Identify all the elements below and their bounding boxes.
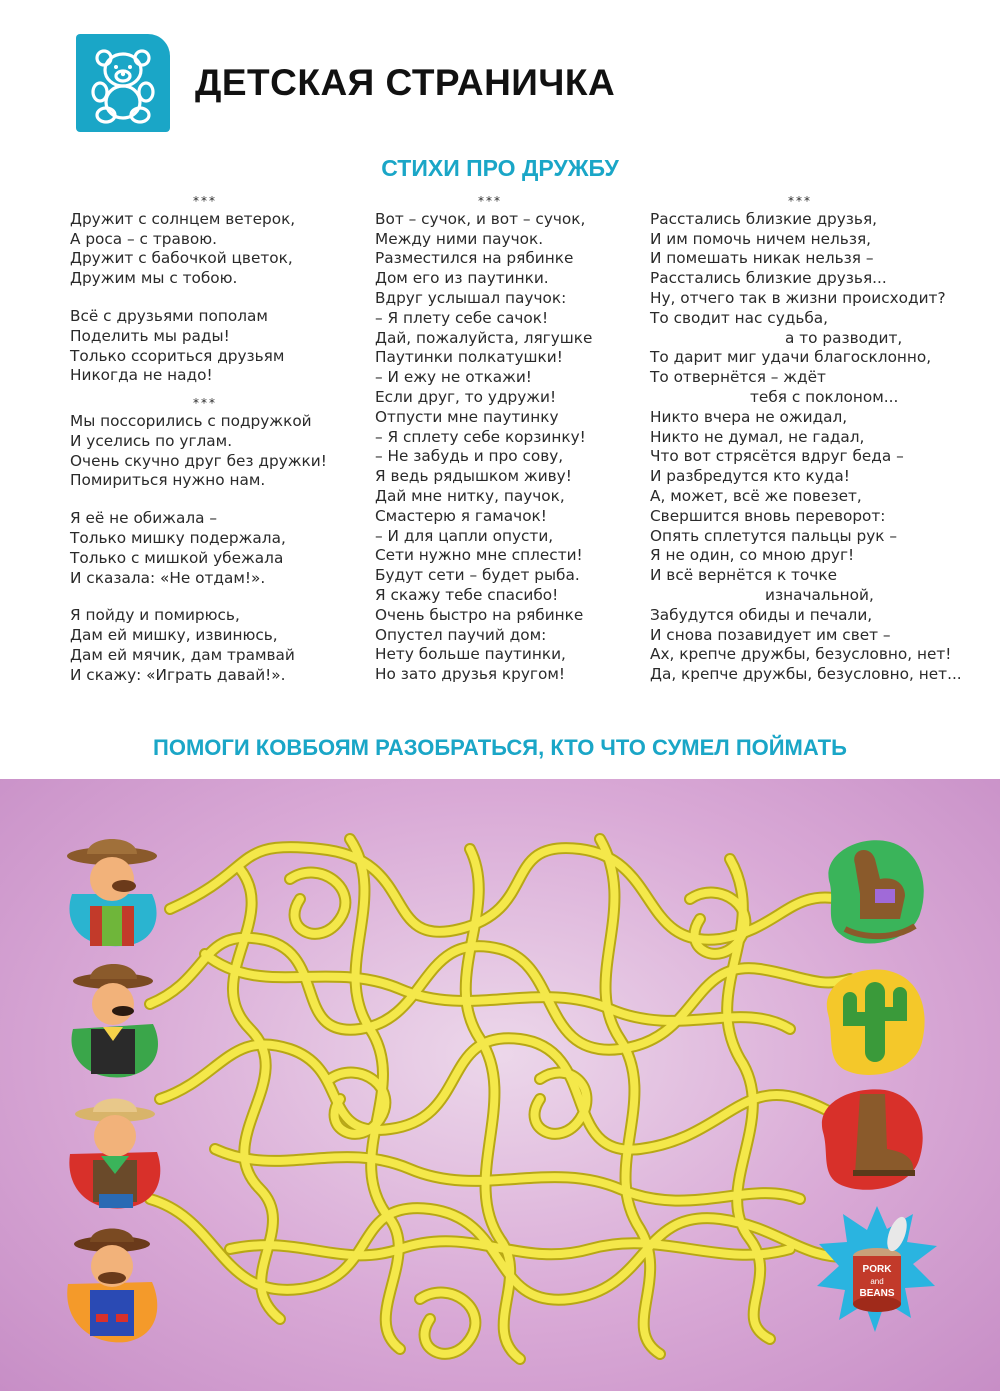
poems-section-title: СТИХИ ПРО ДРУЖБУ (381, 155, 619, 181)
poem-line: Опустел паучий дом: (375, 625, 547, 644)
poem-line: Дружим мы с тобою. (70, 269, 238, 288)
logo-badge (76, 34, 170, 132)
poem-line: Но зато друзья кругом! (375, 665, 565, 684)
poem-line: Отпусти мне паутинку (375, 407, 559, 426)
poem-column-3 (650, 190, 962, 685)
poem-line: Ах, крепче дружбы, безусловно, нет! (650, 645, 952, 664)
poem-line: а то разводит, (785, 328, 903, 347)
poem-line: – Не забудь и про сову, (375, 447, 564, 466)
poem-separator: *** (478, 194, 502, 208)
can-label-beans: BEANS (859, 1288, 895, 1299)
poem-line: То отвернётся – ждёт (650, 368, 826, 387)
cowboy-4 (62, 1224, 172, 1349)
poem-line: И скажу: «Играть давай!». (70, 665, 286, 684)
poem-line: – Я сплету себе корзинку! (375, 427, 586, 446)
poem-line: И сказала: «Не отдам!». (70, 568, 266, 587)
poem-line: И всё вернётся к точке (650, 566, 837, 585)
poem-line: Опять сплетутся пальцы рук – (650, 526, 898, 545)
poem-column-2 (375, 190, 605, 685)
poem-line: Никогда не надо! (70, 366, 213, 385)
bean-can-icon (815, 1204, 940, 1334)
poem-separator: *** (193, 396, 217, 411)
poem-line: Что вот стрясётся вдруг беда – (650, 447, 904, 466)
poem-line: А роса – с травою. (70, 229, 217, 248)
poem-line: А, может, всё же повезет, (650, 486, 862, 505)
poem-line: – И для цапли опусти, (375, 526, 554, 545)
poem-line: Очень скучно друг без дружки! (70, 451, 327, 470)
poem-line: То сводит нас судьба, (650, 308, 829, 327)
poem-line: Мы поссорились с подружкой (70, 411, 312, 430)
poem-line: Разместился на рябинке (375, 249, 574, 268)
maze-puzzle (0, 779, 1000, 1391)
poem-line: И им помочь ничем нельзя, (650, 229, 872, 248)
poem-separator: *** (788, 194, 812, 208)
poem-line: Будут сети – будет рыба. (375, 566, 580, 585)
poem-line: Расстались близкие друзья, (650, 209, 878, 228)
cowboy-3 (65, 1094, 175, 1214)
poem-separator: *** (193, 194, 217, 208)
poem-line: Я пойду и помирюсь, (70, 606, 240, 625)
can-label-and: and (870, 1277, 884, 1286)
poem-line: изначальной, (765, 585, 874, 604)
poem-line: Никто не думал, не гадал, (650, 427, 865, 446)
poem-line: Никто вчера не ожидал, (650, 407, 848, 426)
cactus-icon (820, 964, 930, 1084)
can-label-pork: PORK (862, 1264, 892, 1275)
poem-line: Я ведь рядышком живу! (375, 467, 572, 486)
poem-line: – И ежу не откажи! (375, 368, 532, 387)
poem-line: Дай, пожалуйста, лягушке (375, 328, 593, 347)
poem-line: Только мишку подержала, (70, 528, 286, 547)
poem-line: Расстались близкие друзья... (650, 269, 887, 288)
poem-line: И помешать никак нельзя – (650, 249, 874, 268)
poem-line: Свершится вновь переворот: (650, 506, 886, 525)
poem-line: Ну, отчего так в жизни происходит? (650, 288, 946, 307)
cowboy-2 (65, 959, 170, 1084)
poem-line: Нету больше паутинки, (375, 645, 566, 664)
poem-line: Я скажу тебе спасибо! (375, 585, 559, 604)
poem-line: Паутинки полкатушки! (375, 348, 563, 367)
cowboy-1 (62, 834, 172, 954)
poem-line: И разбредутся кто куда! (650, 467, 850, 486)
maze-section-title: ПОМОГИ КОВБОЯМ РАЗОБРАТЬСЯ, КТО ЧТО СУМЕЛ ПОЙМАТЬ (153, 735, 847, 760)
poem-line: Очень быстро на рябинке (375, 605, 584, 624)
poem-line: Если друг, то удружи! (375, 387, 557, 406)
poem-line: Всё с друзьями пополам (70, 306, 268, 325)
poem-line: Дружит с бабочкой цветок, (70, 249, 293, 268)
poem-line: Дам ей мишку, извинюсь, (70, 626, 278, 645)
poem-line: Дай мне нитку, паучок, (375, 486, 565, 505)
poem-line: Помириться нужно нам. (70, 471, 266, 490)
poem-line: Дружит с солнцем ветерок, (70, 209, 296, 228)
poem-line: Я её не обижала – (70, 509, 218, 528)
poem-line: Только с мишкой убежала (70, 548, 284, 567)
poem-line: Вдруг услышал паучок: (375, 288, 567, 307)
teddy-bear-icon (86, 44, 160, 124)
poem-column-1 (70, 190, 340, 686)
poem-line: Я не один, со мною друг! (650, 546, 855, 565)
boot-icon (815, 1084, 930, 1199)
poem-line: Смастерю я гамачок! (375, 506, 547, 525)
page-title: ДЕТСКАЯ СТРАНИЧКА (195, 62, 616, 103)
poem-line: Только ссориться друзьям (70, 346, 285, 365)
poem-line: Забудутся обиды и печали, (650, 605, 873, 624)
poem-line: Дам ей мячик, дам трамвай (70, 645, 295, 664)
poem-line: Между ними паучок. (375, 229, 544, 248)
poem-line: – Я плету себе сачок! (375, 308, 549, 327)
poem-line: То дарит миг удачи благосклонно, (650, 348, 932, 367)
poem-line: И снова позавидует им свет – (650, 625, 891, 644)
poem-line: Сети нужно мне сплести! (375, 546, 583, 565)
poem-line: Да, крепче дружбы, безусловно, нет... (650, 665, 962, 684)
poem-line: Вот – сучок, и вот – сучок, (375, 209, 586, 228)
poem-line: Поделить мы рады! (70, 326, 230, 345)
rocking-horse-icon (820, 834, 930, 954)
poem-line: И уселись по углам. (70, 431, 233, 450)
poem-line: Дом его из паутинки. (375, 269, 549, 288)
poem-line: тебя с поклоном... (750, 387, 899, 406)
